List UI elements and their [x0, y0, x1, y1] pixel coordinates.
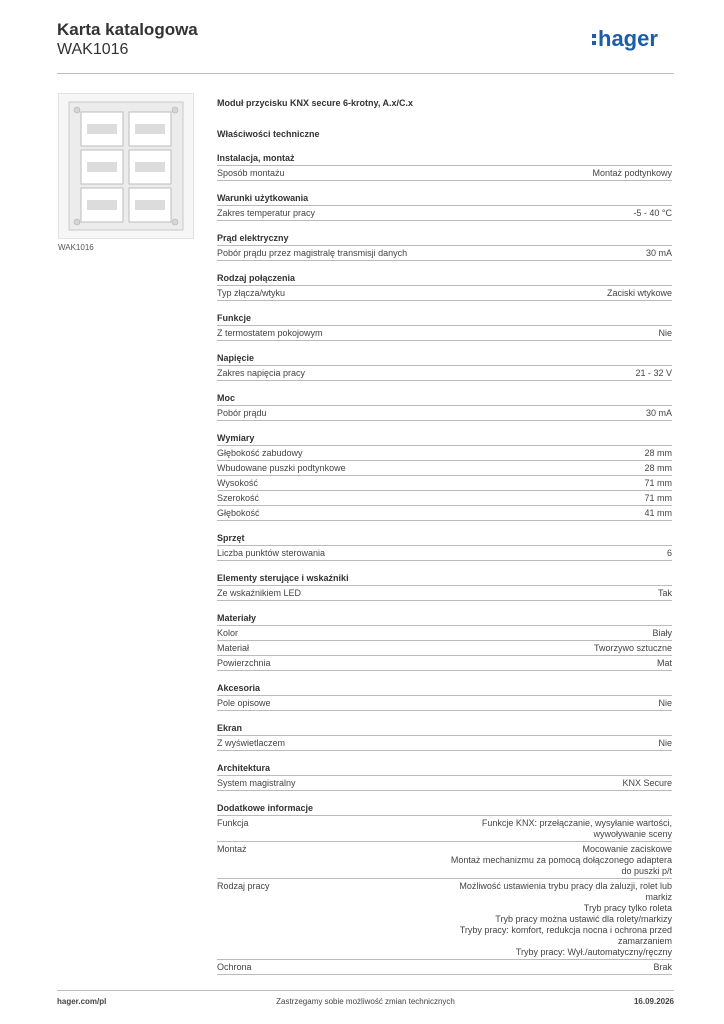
spec-value-line: wywoływanie sceny	[593, 829, 672, 839]
spec-value-line: 71 mm	[644, 478, 672, 488]
spec-value-line: Tryb pracy tylko roleta	[583, 903, 672, 913]
spec-group	[217, 721, 672, 751]
spec-value	[644, 478, 672, 489]
document-title: Karta katalogowa	[57, 20, 198, 39]
spec-group	[217, 531, 672, 561]
hager-logo	[592, 27, 672, 58]
spec-label: Ochrona	[217, 962, 252, 972]
group-title: Instalacja, montaż	[217, 151, 672, 166]
spec-label: Sposób montażu	[217, 168, 285, 178]
spec-row	[217, 586, 672, 601]
spec-row	[217, 879, 672, 960]
spec-row	[217, 286, 672, 301]
spec-value-line: Nie	[658, 328, 672, 338]
group-title: Moc	[217, 391, 672, 406]
spec-value	[459, 881, 672, 958]
group-title: Rodzaj połączenia	[217, 271, 672, 286]
spec-value-line: 21 - 32 V	[635, 368, 672, 378]
spec-value-line: markiz	[645, 892, 672, 902]
spec-label: Rodzaj pracy	[217, 881, 270, 891]
spec-value-line: do puszki p/t	[621, 866, 672, 876]
spec-value-line: Funkcje KNX: przełączanie, wysyłanie wartości,	[481, 818, 672, 828]
spec-value	[646, 408, 672, 419]
group-title: Warunki użytkowania	[217, 191, 672, 206]
spec-value	[644, 493, 672, 504]
spec-group	[217, 151, 672, 181]
group-title: Elementy sterujące i wskaźniki	[217, 571, 672, 586]
spec-row	[217, 656, 672, 671]
spec-row	[217, 446, 672, 461]
spec-value	[594, 643, 672, 654]
spec-row	[217, 406, 672, 421]
spec-row	[217, 246, 672, 261]
spec-value	[607, 288, 672, 299]
spec-label: Wbudowane puszki podtynkowe	[217, 463, 346, 473]
spec-group	[217, 351, 672, 381]
spec-group	[217, 611, 672, 671]
spec-value	[653, 962, 672, 973]
spec-value-line: Tak	[657, 588, 672, 598]
group-title: Akcesoria	[217, 681, 672, 696]
group-title: Dodatkowe informacje	[217, 801, 672, 816]
spec-group	[217, 681, 672, 711]
spec-label: Szerokość	[217, 493, 260, 503]
spec-value	[658, 328, 672, 339]
spec-value	[652, 628, 672, 639]
spec-label: Typ złącza/wtyku	[217, 288, 286, 298]
spec-value	[635, 368, 672, 379]
spec-label: Głębokość	[217, 508, 260, 518]
spec-value	[644, 463, 672, 474]
footer-divider	[57, 990, 674, 991]
group-title: Napięcie	[217, 351, 672, 366]
image-caption: WAK1016	[58, 243, 94, 252]
spec-value-line: 28 mm	[644, 463, 672, 473]
spec-value	[622, 778, 672, 789]
spec-value	[592, 168, 672, 179]
spec-value-line: 71 mm	[644, 493, 672, 503]
spec-row	[217, 461, 672, 476]
spec-label: Z termostatem pokojowym	[217, 328, 323, 338]
spec-label: Z wyświetlaczem	[217, 738, 286, 748]
spec-value-line: Zaciski wtykowe	[606, 288, 672, 298]
spec-value-line: Biały	[652, 628, 672, 638]
footer-notice: Zastrzegamy sobie możliwość zmian technicznych	[276, 997, 455, 1006]
spec-label: Funkcja	[217, 818, 249, 828]
spec-value	[644, 508, 672, 519]
spec-row	[217, 326, 672, 341]
spec-value-line: zamarzaniem	[617, 936, 672, 946]
spec-value	[658, 698, 672, 709]
spec-row	[217, 206, 672, 221]
section-title: Właściwości techniczne	[217, 129, 320, 139]
spec-value-line: Tryb pracy można ustawić dla rolety/markizy	[495, 914, 672, 924]
spec-row	[217, 506, 672, 521]
spec-content	[217, 96, 672, 975]
spec-label: Pole opisowe	[217, 698, 271, 708]
brand-text: hager	[598, 27, 658, 51]
spec-label: Powierzchnia	[217, 658, 271, 668]
group-title: Ekran	[217, 721, 672, 736]
spec-value-line: Tryby pracy: Wył./automatyczny/ręczny	[515, 947, 672, 957]
spec-label: Zakres napięcia pracy	[217, 368, 306, 378]
spec-value-line: Brak	[653, 962, 672, 972]
spec-value-line: Możliwość ustawienia trybu pracy dla żaluzji, rolet lub	[459, 881, 672, 891]
group-title: Prąd elektryczny	[217, 231, 672, 246]
spec-row	[217, 641, 672, 656]
spec-row	[217, 696, 672, 711]
spec-group	[217, 431, 672, 521]
footer-website[interactable]: hager.com/pl	[57, 997, 107, 1006]
spec-value	[633, 208, 672, 219]
spec-row	[217, 626, 672, 641]
page-header	[57, 20, 198, 59]
spec-value-line: -5 - 40 °C	[633, 208, 672, 218]
product-name: Moduł przycisku KNX secure 6-krotny, A.x/C.x	[217, 98, 414, 108]
spec-group	[217, 231, 672, 261]
spec-value	[658, 738, 672, 749]
spec-value	[644, 448, 672, 459]
spec-group	[217, 571, 672, 601]
group-title: Sprzęt	[217, 531, 672, 546]
spec-value-line: 41 mm	[644, 508, 672, 518]
spec-value-line: Tworzywo sztuczne	[593, 643, 672, 653]
spec-group	[217, 191, 672, 221]
group-title: Architektura	[217, 761, 672, 776]
product-code: WAK1016	[57, 41, 129, 58]
spec-row	[217, 736, 672, 751]
spec-group	[217, 761, 672, 791]
spec-value	[658, 588, 672, 599]
spec-row	[217, 166, 672, 181]
spec-value-line: 30 mA	[645, 248, 672, 258]
spec-value-line: Montaż podtynkowy	[592, 168, 672, 178]
spec-label: Kolor	[217, 628, 239, 638]
spec-value	[482, 818, 672, 840]
spec-value	[667, 548, 672, 559]
spec-value-line: Nie	[658, 698, 672, 708]
footer-date: 16.09.2026	[633, 997, 674, 1006]
spec-value-line: KNX Secure	[622, 778, 672, 788]
spec-row	[217, 366, 672, 381]
spec-label: Wysokość	[217, 478, 258, 488]
spec-value-line: 6	[666, 548, 672, 558]
spec-groups	[217, 151, 672, 975]
spec-label: Liczba punktów sterowania	[217, 548, 326, 558]
spec-value	[451, 844, 672, 877]
product-image	[58, 93, 194, 239]
spec-row	[217, 960, 672, 975]
spec-group	[217, 311, 672, 341]
spec-value-line: Mocowanie zaciskowe	[582, 844, 672, 854]
spec-value-line: Nie	[658, 738, 672, 748]
spec-value-line: Mat	[656, 658, 672, 668]
spec-label: Głębokość zabudowy	[217, 448, 303, 458]
spec-label: Pobór prądu	[217, 408, 267, 418]
spec-value-line: Montaż mechanizmu za pomocą dołączonego adaptera	[450, 855, 672, 865]
group-title: Wymiary	[217, 431, 672, 446]
spec-row	[217, 816, 672, 842]
spec-label: Zakres temperatur pracy	[217, 208, 316, 218]
spec-value-line: Tryby pracy: komfort, redukcja nocna i ochrona przed	[459, 925, 672, 935]
spec-group	[217, 271, 672, 301]
spec-value	[646, 248, 672, 259]
spec-row	[217, 491, 672, 506]
header-divider	[57, 73, 674, 74]
spec-label: Materiał	[217, 643, 250, 653]
spec-value-line: 30 mA	[645, 408, 672, 418]
spec-row	[217, 546, 672, 561]
spec-label: Montaż	[217, 844, 247, 854]
spec-row	[217, 776, 672, 791]
group-title: Materiały	[217, 611, 672, 626]
spec-label: Ze wskaźnikiem LED	[217, 588, 302, 598]
spec-value	[657, 658, 672, 669]
spec-group	[217, 391, 672, 421]
spec-value-line: 28 mm	[644, 448, 672, 458]
spec-label: Pobór prądu przez magistralę transmisji danych	[217, 248, 408, 258]
spec-row	[217, 842, 672, 879]
spec-row	[217, 476, 672, 491]
group-title: Funkcje	[217, 311, 672, 326]
spec-group	[217, 801, 672, 975]
spec-label: System magistralny	[217, 778, 296, 788]
